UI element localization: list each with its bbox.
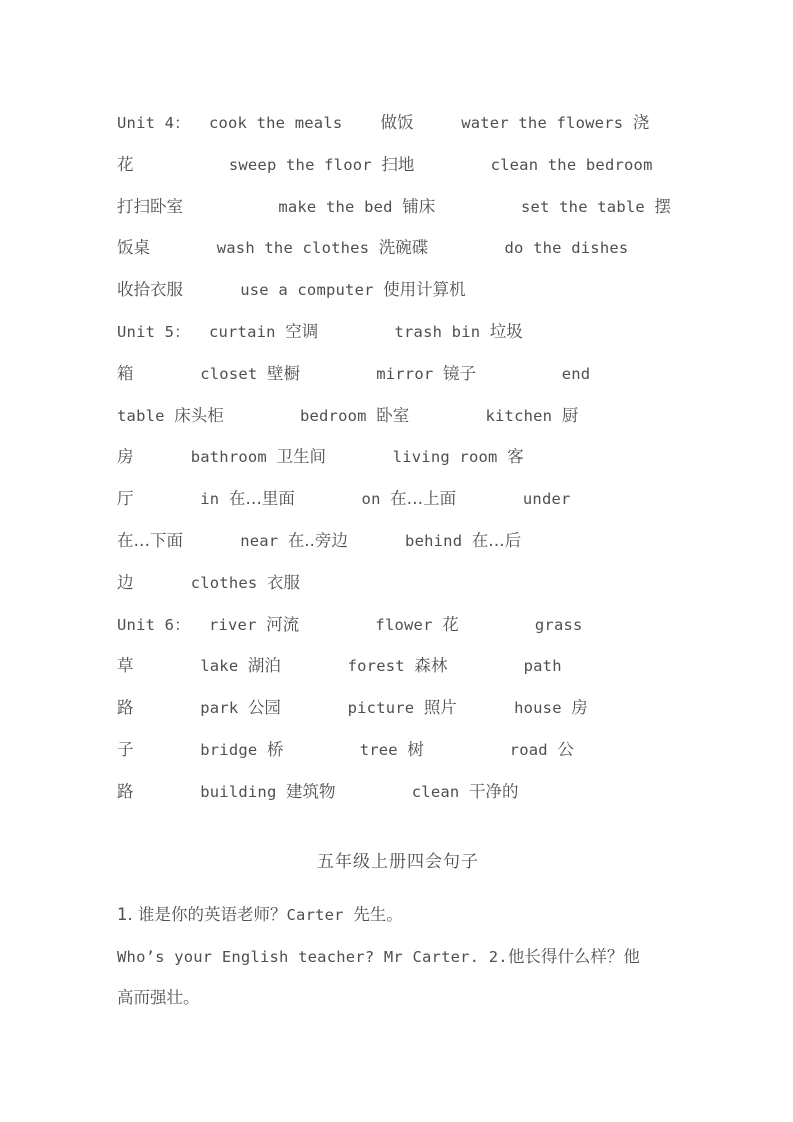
vocabulary-line: [117, 478, 679, 520]
chinese-text: 公: [557, 739, 574, 759]
chinese-text: 床头柜: [174, 405, 224, 425]
sentence-line: [117, 977, 683, 1019]
english-text: forest: [280, 657, 415, 676]
vocabulary-line: [117, 645, 679, 687]
chinese-text: 饭桌: [117, 238, 150, 258]
english-text: bathroom: [133, 448, 277, 467]
chinese-text: 桥: [266, 739, 284, 759]
english-text: road: [423, 740, 558, 759]
english-text: closet: [133, 364, 267, 383]
vocabulary-line: [117, 562, 679, 604]
english-text: tree: [283, 740, 408, 759]
english-text: Unit 6： river: [117, 615, 267, 634]
english-text: do the dishes: [428, 239, 629, 258]
chinese-text: 照片: [423, 698, 457, 718]
chinese-text: 在..旁边: [287, 530, 348, 550]
vocabulary-line: [117, 687, 679, 729]
chinese-text: 摆: [654, 196, 671, 216]
english-text: path: [447, 657, 562, 676]
vocabulary-list: [117, 102, 679, 813]
chinese-text: 1. 谁是你的英语老师？: [117, 905, 287, 924]
english-text: house: [456, 699, 572, 718]
english-text: flower: [299, 615, 443, 634]
chinese-text: 草: [117, 656, 134, 676]
chinese-text: 卫生间: [276, 447, 326, 467]
chinese-text: 公园: [247, 698, 281, 718]
english-text: mirror: [299, 364, 443, 383]
vocabulary-line: [117, 144, 679, 186]
vocabulary-line: [117, 227, 679, 269]
chinese-text: 打扫卧室: [117, 196, 183, 216]
english-text: wash the clothes: [150, 239, 379, 258]
english-text: trash bin: [318, 322, 490, 341]
english-text: Who’s your English teacher? Mr Carter. 2.: [117, 947, 508, 966]
english-text: table: [117, 406, 175, 425]
chinese-text: 树: [407, 739, 424, 759]
chinese-text: 子: [117, 739, 134, 759]
chinese-text: 花: [117, 154, 134, 174]
english-text: building: [133, 782, 287, 801]
english-text: end: [475, 364, 591, 383]
vocabulary-line: [117, 311, 679, 353]
chinese-text: 空调: [285, 321, 319, 341]
english-text: bridge: [133, 740, 267, 759]
chinese-text: 湖泊: [247, 656, 281, 676]
english-text: Unit 5： curtain: [117, 322, 286, 341]
english-text: picture: [280, 699, 424, 718]
chinese-text: 收拾衣服: [117, 280, 183, 300]
english-text: clean the bedroom: [414, 155, 653, 174]
english-text: on: [294, 490, 391, 509]
english-text: make the bed: [183, 197, 403, 216]
sentence-line: [117, 936, 683, 978]
english-text: lake: [133, 657, 248, 676]
chinese-text: 浇: [632, 113, 650, 132]
chinese-text: 边: [117, 572, 134, 592]
chinese-text: 在…里面: [228, 489, 295, 509]
chinese-text: 洗碗碟: [378, 238, 429, 258]
chinese-text: 高而强壮。: [117, 988, 200, 1007]
chinese-text: 路: [117, 781, 134, 801]
vocabulary-line: [117, 604, 679, 646]
vocabulary-line: [117, 729, 679, 771]
chinese-text: 在…后: [471, 530, 522, 550]
english-text: clean: [335, 782, 469, 801]
chinese-text: 路: [117, 698, 134, 718]
english-text: near: [183, 531, 288, 550]
section-heading: 五年级上册四会句子: [317, 852, 479, 872]
sentence-line: [117, 894, 683, 936]
chinese-text: 铺床: [402, 196, 436, 216]
english-text: clothes: [133, 573, 267, 592]
vocabulary-line: [117, 520, 679, 562]
english-text: water the flowers: [413, 114, 633, 132]
chinese-text: 花: [442, 614, 459, 634]
chinese-text: 在…下面: [117, 530, 183, 550]
chinese-text: 建筑物: [286, 781, 336, 801]
chinese-text: 扫地: [381, 154, 415, 174]
english-text: Carter: [286, 906, 354, 924]
chinese-text: 箱: [117, 363, 134, 383]
chinese-text: 森林: [414, 656, 448, 676]
sentence-list: [117, 894, 683, 1019]
english-text: behind: [347, 531, 472, 550]
chinese-text: 房: [117, 447, 134, 467]
vocabulary-line: [117, 395, 679, 437]
vocabulary-line: [117, 436, 679, 478]
english-text: Unit 4： cook the meals: [117, 114, 381, 132]
chinese-text: 厅: [117, 489, 134, 509]
english-text: park: [133, 699, 248, 718]
english-text: in: [133, 490, 229, 509]
english-text: set the table: [435, 197, 655, 216]
chinese-text: 他长得什么样？他: [507, 946, 640, 966]
english-text: kitchen: [409, 406, 562, 425]
chinese-text: 垃圾: [489, 321, 523, 341]
chinese-text: 房: [571, 698, 588, 718]
english-text: sweep the floor: [133, 155, 382, 174]
chinese-text: 镜子: [442, 363, 476, 383]
chinese-text: 使用计算机: [383, 280, 466, 300]
vocabulary-line: [117, 353, 679, 395]
english-text: under: [456, 490, 571, 509]
chinese-text: 卧室: [376, 405, 410, 425]
chinese-text: 做饭: [380, 113, 414, 132]
vocabulary-line: [117, 269, 679, 311]
chinese-text: 厨: [561, 405, 579, 425]
chinese-text: 衣服: [266, 572, 300, 592]
english-text: grass: [458, 615, 583, 634]
english-text: bedroom: [223, 406, 377, 425]
chinese-text: 客: [507, 447, 524, 467]
chinese-text: 壁橱: [266, 363, 300, 383]
chinese-text: 先生。: [353, 905, 403, 924]
chinese-text: 在…上面: [390, 489, 457, 509]
chinese-text: 河流: [266, 614, 300, 634]
vocabulary-line: [117, 102, 679, 144]
vocabulary-line: [117, 186, 679, 228]
english-text: use a computer: [183, 281, 384, 300]
chinese-text: 干净的: [468, 781, 519, 801]
english-text: living room: [325, 448, 508, 467]
vocabulary-line: [117, 771, 679, 813]
